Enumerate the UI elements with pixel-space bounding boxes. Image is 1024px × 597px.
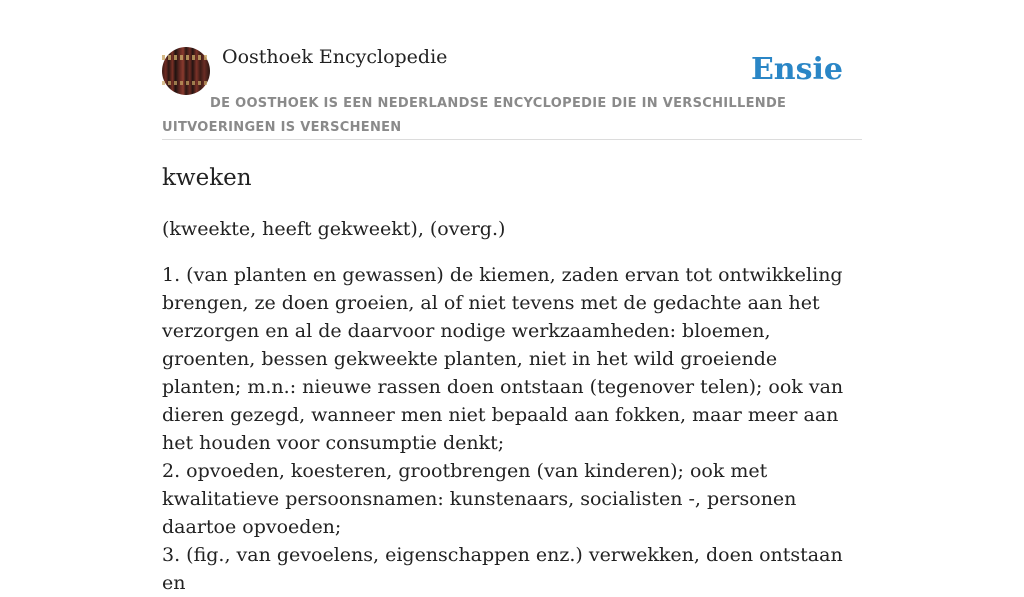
sense-2: 2. opvoeden, koesteren, grootbrengen (van kinderen); ook met kwalitatieve persoonsnamen: kunstenaars, socialisten -, personen daartoe opvoeden; (162, 460, 797, 538)
entry-definition (162, 261, 862, 597)
entry-grammar: (kweekte, heeft gekweekt), (overg.) (162, 218, 506, 240)
site-title[interactable]: Oosthoek Encyclopedie (222, 46, 448, 68)
site-header (162, 46, 862, 140)
sense-3: 3. (fig., van gevoelens, eigenschappen enz.) verwekken, doen ontstaan en (162, 544, 843, 594)
sense-1: 1. (van planten en gewassen) de kiemen, zaden ervan tot ontwikkeling brengen, ze doen groeien, al of niet tevens met de gedachte aan het verzorgen en al de daarvoor nodige werkzaamheden: bloemen, groenten, bessen gekweekte planten, niet in het wild groeiende planten; m.n.: nieuwe rassen doen ontstaan (tegenover telen); ook van dieren gezegd, wanneer men niet bepaald aan fokken, maar meer aan het houden voor consumptie denkt; (162, 264, 844, 454)
entry-headword: kweken (162, 165, 252, 191)
brand-logo[interactable]: Ensie (750, 52, 843, 87)
entry-content (162, 163, 862, 597)
site-avatar[interactable] (162, 47, 210, 95)
site-tagline: DE OOSTHOEK IS EEN NEDERLANDSE ENCYCLOPEDIE DIE IN VERSCHILLENDE UITVOERINGEN IS VERSCHENEN (162, 96, 787, 135)
